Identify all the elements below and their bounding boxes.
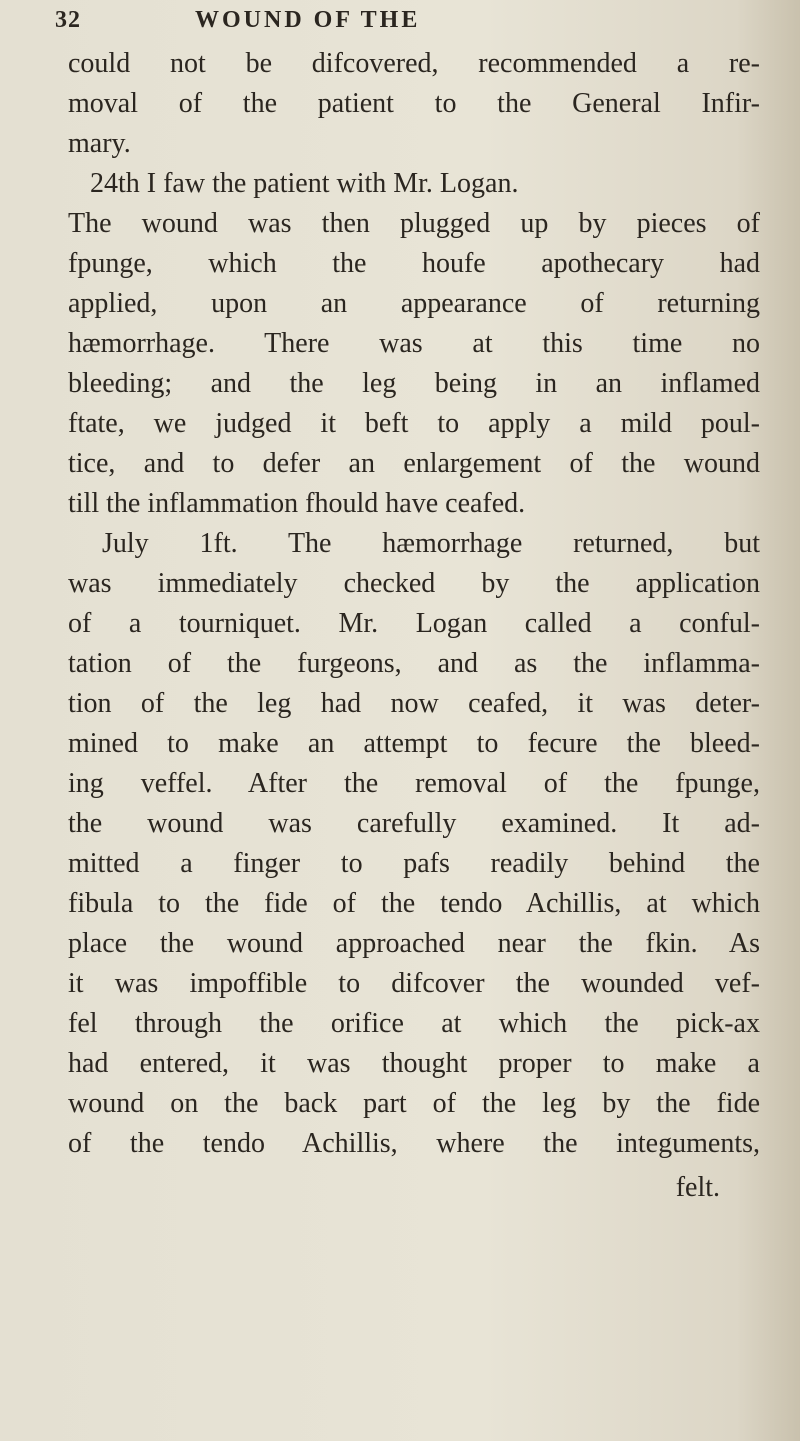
text-line: bleeding; and the leg being in an inflamed: [68, 368, 760, 399]
text-line: fpunge, which the houfe apothecary had: [68, 248, 760, 279]
text-line: fibula to the fide of the tendo Achillis, at which: [68, 888, 760, 919]
text-line: 24th I faw the patient with Mr. Logan.: [90, 168, 519, 199]
page-number: 32: [55, 7, 81, 33]
text-line: tation of the furgeons, and as the inflamma-: [68, 648, 760, 679]
body-text: [68, 44, 760, 1208]
text-line: it was impoffible to difcover the wounded vef-: [68, 968, 760, 999]
text-line: ftate, we judged it beft to apply a mild poul-: [68, 408, 760, 439]
text-line: moval of the patient to the General Infir-: [68, 88, 760, 119]
running-title: WOUND OF THE: [195, 7, 421, 33]
text-line: could not be difcovered, recommended a re-: [68, 48, 760, 79]
text-line: applied, upon an appearance of returning: [68, 288, 760, 319]
text-line: of the tendo Achillis, where the integuments,: [68, 1128, 760, 1159]
text-line: tice, and to defer an enlargement of the wound: [68, 448, 760, 479]
text-line: had entered, it was thought proper to make a: [68, 1048, 760, 1079]
text-line: ing veffel. After the removal of the fpunge,: [68, 768, 760, 799]
page-header: [55, 4, 755, 36]
text-line: wound on the back part of the leg by the fide: [68, 1088, 760, 1119]
text-line: the wound was carefully examined. It ad-: [68, 808, 760, 839]
text-line: fel through the orifice at which the pick-ax: [68, 1008, 760, 1039]
text-line: place the wound approached near the fkin. As: [68, 928, 760, 959]
text-line: mary.: [68, 128, 131, 159]
text-line: mined to make an attempt to fecure the bleed-: [68, 728, 760, 759]
text-line: of a tourniquet. Mr. Logan called a conful-: [68, 608, 760, 639]
text-line: mitted a finger to pafs readily behind the: [68, 848, 760, 879]
text-line: hæmorrhage. There was at this time no: [68, 328, 760, 359]
text-line: The wound was then plugged up by pieces of: [68, 208, 760, 239]
text-line: tion of the leg had now ceafed, it was deter-: [68, 688, 760, 719]
catchword: felt.: [675, 1172, 720, 1203]
text-line: was immediately checked by the application: [68, 568, 760, 599]
text-line: July 1ft. The hæmorrhage returned, but: [102, 528, 760, 559]
text-line: till the inflammation fhould have ceafed.: [68, 488, 526, 519]
